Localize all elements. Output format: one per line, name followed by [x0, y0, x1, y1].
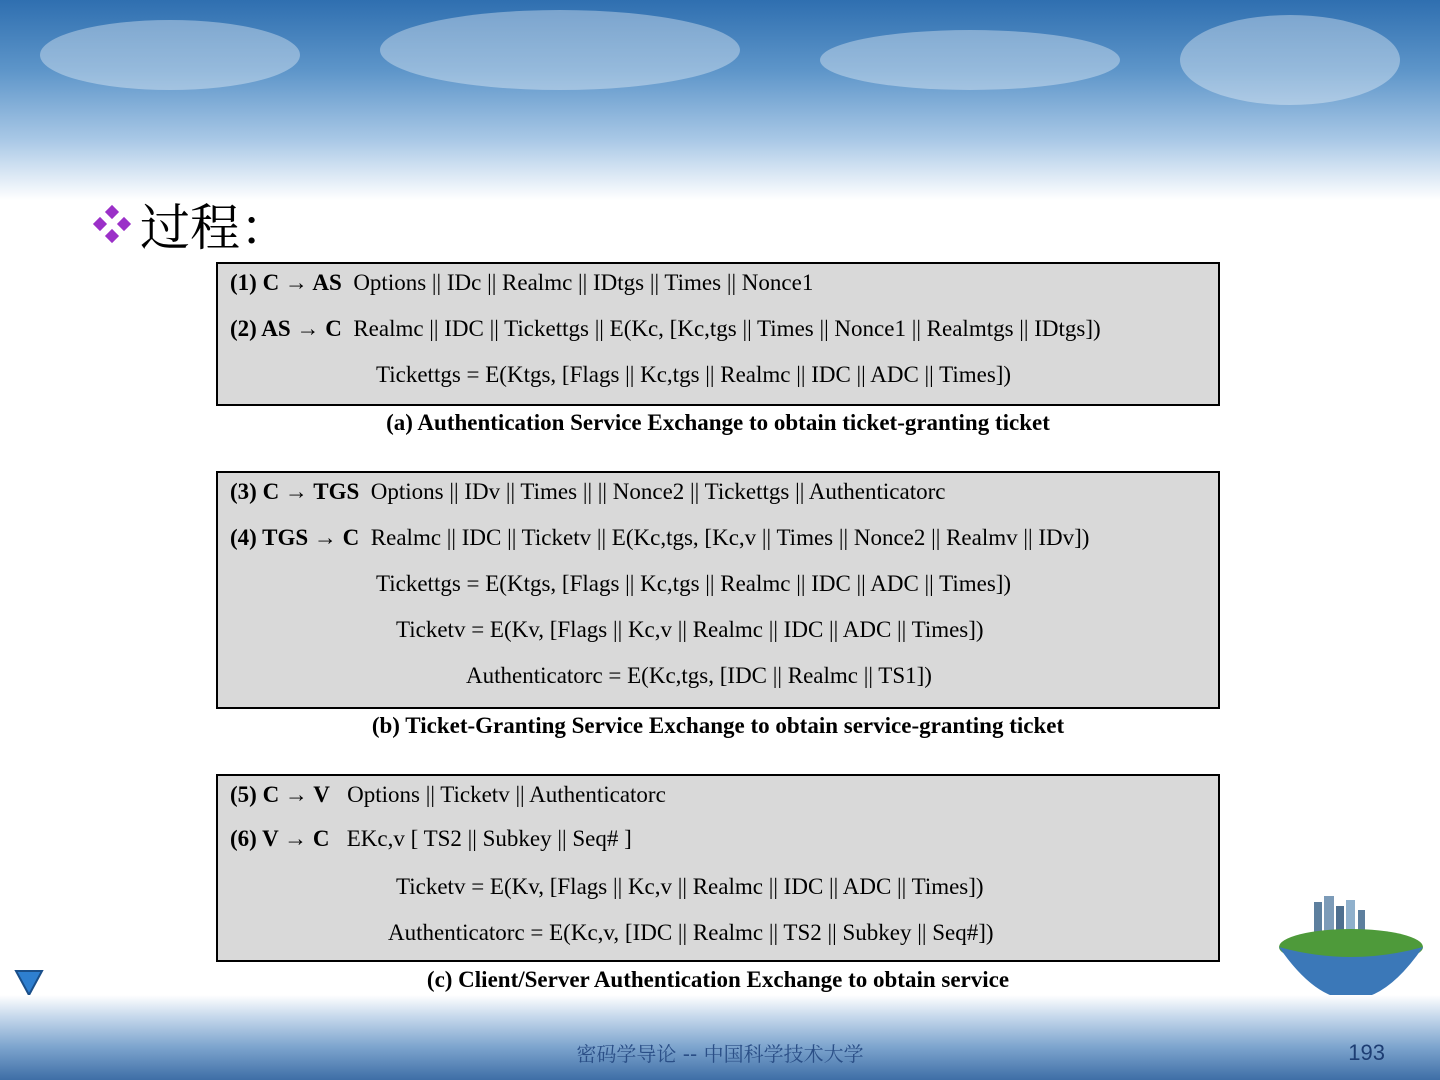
footer-course-title: 密码学导论 -- 中国科学技术大学: [576, 1042, 864, 1066]
triangle-down-icon[interactable]: [14, 968, 44, 998]
step-4-line: [230, 525, 1089, 551]
header-banner: [0, 0, 1440, 200]
authenticator-definition: Authenticatorc = E(Kc,tgs, [IDC || Realmc || TS1]): [466, 663, 932, 688]
bullet-text: 过程：: [140, 199, 290, 257]
step-5-message: Options || Ticketv || Authenticatorc: [347, 782, 666, 807]
step-6-line: [230, 826, 632, 852]
map-decoration: [40, 20, 300, 90]
step-3-line: [230, 479, 945, 505]
ticket-v-definition: Ticketv = E(Kv, [Flags || Kc,v || Realmc || IDC || ADC || Times]): [396, 874, 984, 899]
bullet-heading: [92, 188, 290, 260]
diamond-bullet-icon: [92, 204, 132, 244]
step-2-line: [230, 316, 1101, 342]
map-decoration: [820, 30, 1120, 90]
step-3-label: (3) C → TGS: [230, 479, 360, 504]
caption-c: (c) Client/Server Authentication Exchange to obtain service: [426, 967, 1010, 992]
step-1-line: [230, 270, 813, 296]
step-2-message: Realmc || IDC || Tickettgs || E(Kc, [Kc,tgs || Times || Nonce1 || Realmtgs || IDtgs]): [353, 316, 1101, 341]
authenticator-definition: Authenticatorc = E(Kc,v, [IDC || Realmc || TS2 || Subkey || Seq#]): [388, 920, 994, 945]
step-6-message: EKc,v [ TS2 || Subkey || Seq# ]: [346, 826, 632, 851]
map-decoration: [380, 10, 740, 90]
step-6-label: (6) V → C: [230, 826, 330, 851]
ticket-tgs-definition: Tickettgs = E(Ktgs, [Flags || Kc,tgs || Realmc || IDC || ADC || Times]): [376, 362, 1012, 387]
step-5-line: [230, 782, 666, 808]
client-server-exchange-box: [216, 774, 1220, 962]
step-1-message: Options || IDc || Realmc || IDtgs || Times || Nonce1: [353, 270, 814, 295]
step-1-label: (1) C → AS: [230, 270, 342, 295]
step-4-label: (4) TGS → C: [230, 525, 360, 550]
step-2-label: (2) AS → C: [230, 316, 342, 341]
map-decoration: [1180, 15, 1400, 105]
caption-b: (b) Ticket-Granting Service Exchange to obtain service-granting ticket: [371, 713, 1065, 738]
step-5-label: (5) C → V: [230, 782, 330, 807]
ticket-v-definition: Ticketv = E(Kv, [Flags || Kc,v || Realmc || IDC || ADC || Times]): [396, 617, 984, 642]
caption-a: (a) Authentication Service Exchange to obtain ticket-granting ticket: [386, 410, 1050, 435]
ticket-tgs-definition: Tickettgs = E(Ktgs, [Flags || Kc,tgs || Realmc || IDC || ADC || Times]): [376, 571, 1012, 596]
page-number: 193: [1348, 1040, 1385, 1065]
step-3-message: Options || IDv || Times || || Nonce2 || Tickettgs || Authenticatorc: [370, 479, 946, 504]
as-exchange-box: [216, 262, 1220, 406]
tgs-exchange-box: [216, 471, 1220, 709]
step-4-message: Realmc || IDC || Ticketv || E(Kc,tgs, [Kc,v || Times || Nonce2 || Realmv || IDv]): [370, 525, 1090, 550]
